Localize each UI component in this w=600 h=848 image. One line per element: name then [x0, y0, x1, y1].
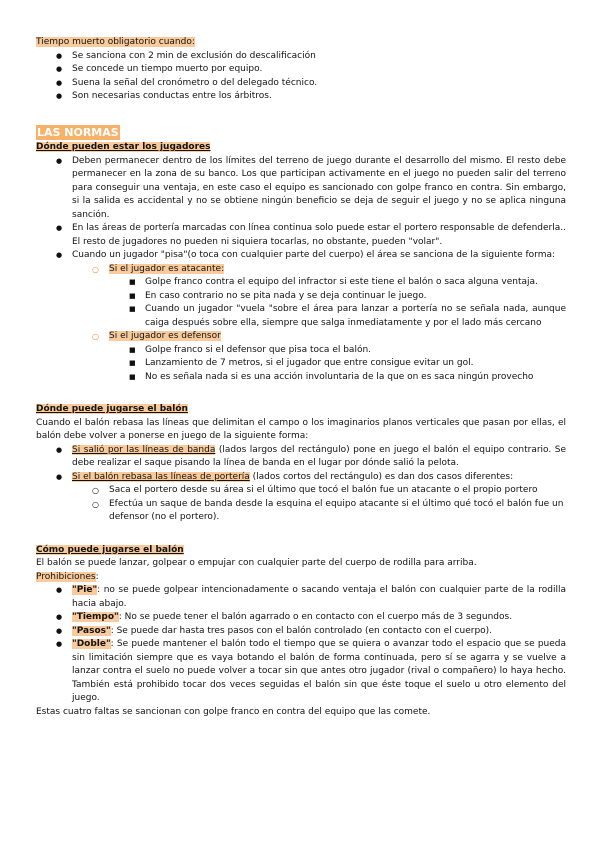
- list-item: ● Son necesarias conductas entre los árbitros.: [36, 90, 566, 104]
- list-item: [36, 444, 566, 471]
- timeout-list: [36, 50, 566, 104]
- como-intro: El balón se puede lanzar, golpear o empujar con cualquier parte del cuerpo de rodilla para arriba.: [36, 558, 477, 568]
- list-item: ● En las áreas de portería marcadas con línea continua solo puede estar el portero responsable de defenderla.. El resto de jugadores no pueden ni siquiera tocarlas, no obstante, pueden "volar".: [36, 222, 566, 249]
- casos-sublist: [36, 484, 566, 525]
- balon-title: [36, 403, 566, 417]
- porteria-text: (lados cortos del rectángulo) es dan dos casos diferentes:: [249, 471, 514, 482]
- banda-text: (lados largos del rectángulo) pone en juego el balón el equipo contrario. Se debe realizar el saque pisando la línea de banda en el lugar por dónde salió la pelota.: [72, 444, 566, 468]
- prohibicion-term: "Pasos": [72, 625, 111, 636]
- list-item: ■ Lanzamiento de 7 metros, si el jugador que entre consigue evitar un gol.: [36, 357, 566, 371]
- normas-heading: LAS NORMAS: [37, 125, 119, 139]
- document-page: [36, 36, 566, 719]
- prohibicion-text: : No se puede tener el balón agarrado o en contacto con el cuerpo más de 3 segundos.: [118, 612, 513, 622]
- banda-label: Si salió por las líneas de banda: [72, 444, 216, 455]
- list-item: ■ Golpe franco contra el equipo del infractor si este tiene el balón o saca alguna ventaja.: [36, 276, 566, 290]
- jugadores-title-text: Dónde pueden estar los jugadores: [36, 142, 211, 152]
- list-item: ● Deben permanecer dentro de los límites del terreno de juego durante el desarrollo del mismo. El resto debe permanecer en la zona de su banco. Los que participan activamente en el juego no pueden salir del terreno para conseguir una ventaja, en este caso el equipo es sancionado con golpe franco en contra. Sin embargo, si la salida es accidental y no se obtiene ningún beneficio se deja de seguir el juego y no se aplica ninguna sanción.: [36, 155, 566, 223]
- list-item: ○ Saca el portero desde su área si el último que tocó el balón fue un atacante o el propio portero: [36, 484, 566, 498]
- timeout-title-text: Tiempo muerto obligatorio cuando:: [36, 37, 195, 47]
- prohibiciones-heading: [36, 571, 566, 585]
- list-item: ■ Golpe franco si el defensor que pisa toca el balón.: [36, 344, 566, 358]
- prohibicion-text: : Se puede mantener el balón todo el tiempo que se quiera o avanzar todo el espacio que se pueda sin limitación siempre que es vaya botando el balón de forma continuada, pero sí se agarra y se vuelve a lanzar contra el suelo no puede volver a tocar sin que antes otro jugador (rival o compañero) lo haya hecho. También está prohibido tocar dos veces seguidas el balón sin que éste toque el suelo u otro elemento del juego.: [72, 639, 566, 703]
- list-item: ■ Cuando un jugador "vuela "sobre el área para lanzar a portería no se señala nada, aunque caiga después sobre ella, siempre que salga inmediatamente y por el lado más cercano: [36, 303, 566, 330]
- atacante-label: Si el jugador es atacante:: [109, 263, 225, 274]
- list-item: [36, 638, 566, 706]
- jugadores-list: [36, 155, 566, 263]
- list-item: ■ No es señala nada si es una acción involuntaria de la que on es saca ningún provecho: [36, 371, 566, 385]
- list-item: [36, 471, 566, 485]
- list-item: [36, 263, 566, 277]
- prohibicion-text: : no se puede golpear intencionadamente o sacando ventaja el balón con cualquier parte de la rodilla hacia abajo.: [72, 585, 566, 609]
- timeout-title: [36, 36, 566, 50]
- como-title: [36, 544, 566, 558]
- closing-text: Estas cuatro faltas se sancionan con golpe franco en contra del equipo que las comete.: [36, 706, 431, 717]
- jugadores-title: [36, 141, 566, 155]
- como-title-text: Cómo puede jugarse el balón: [36, 544, 184, 555]
- prohibicion-term: "Tiempo": [72, 612, 119, 622]
- list-item: ● Cuando un jugador "pisa"(o toca con cualquier parte del cuerpo) el área se sanciona de la siguiente forma:: [36, 249, 566, 263]
- prohibiciones-colon: :: [95, 571, 99, 582]
- balon-list: [36, 444, 566, 485]
- balon-title-text: Dónde puede jugarse el balón: [36, 404, 188, 414]
- porteria-label: Si el balón rebasa las líneas de portería: [72, 471, 250, 482]
- list-item: ● Se sanciona con 2 min de exclusión do descalificación: [36, 50, 566, 64]
- prohibiciones-list: [36, 584, 566, 706]
- atacante-sublist: [36, 263, 566, 277]
- balon-intro: Cuando el balón rebasa las líneas que delimitan el campo o los imaginarios planos verticales que pasan por ellas, el balón debe volver a ponerse en juego de la siguiente forma:: [36, 417, 566, 441]
- list-item: [36, 625, 566, 639]
- list-item: ○ Efectúa un saque de banda desde la esquina el equipo atacante si el último qué tocó el balón fue un defensor (no el portero).: [36, 498, 566, 525]
- list-item: ■ En caso contrario no se pita nada y se deja continuar le juego.: [36, 290, 566, 304]
- prohibiciones-label: Prohibiciones: [36, 571, 96, 582]
- prohibicion-term: "Pie": [72, 585, 98, 595]
- defensor-label: Si el jugador es defensor: [109, 331, 221, 341]
- prohibicion-term: "Doble": [72, 639, 111, 649]
- section-heading: [36, 125, 566, 142]
- defensor-sublist: [36, 330, 566, 344]
- list-item: ● Suena la señal del cronómetro o del delegado técnico.: [36, 77, 566, 91]
- list-item: [36, 330, 566, 344]
- atacante-items: [36, 276, 566, 330]
- list-item: [36, 611, 566, 625]
- defensor-items: [36, 344, 566, 385]
- prohibicion-text: : Se puede dar hasta tres pasos con el balón controlado (en contacto con el cuerpo).: [110, 625, 493, 636]
- list-item: ● Se concede un tiempo muerto por equipo.: [36, 63, 566, 77]
- list-item: [36, 584, 566, 611]
